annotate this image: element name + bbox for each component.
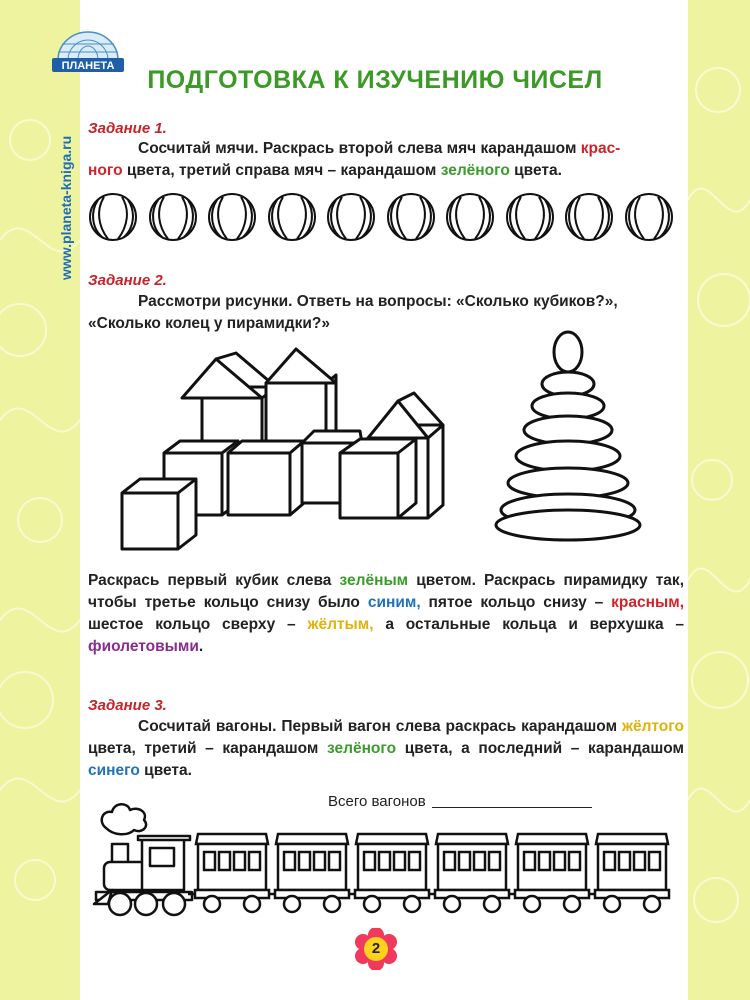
ball[interactable] <box>624 192 674 242</box>
cab-roof <box>138 836 190 840</box>
pyramid-top <box>554 332 582 372</box>
task-1-text: Сосчитай мячи. Раскрась второй слева мяч карандашом крас- ного цвета, третий справа мяч – карандашом зелёного цвета. <box>88 140 621 179</box>
ball[interactable] <box>505 192 555 242</box>
wagon[interactable] <box>188 834 269 912</box>
page-title: ПОДГОТОВКА К ИЗУЧЕНИЮ ЧИСЕЛ <box>147 66 603 94</box>
task-1-label: Задание 1. <box>88 120 167 137</box>
cube-middle-4 <box>340 439 416 518</box>
locomotive <box>94 804 192 915</box>
roof-top-middle <box>266 349 336 383</box>
cab-window <box>150 848 174 866</box>
roof-top-left <box>182 353 276 398</box>
wagon[interactable] <box>588 834 669 912</box>
ball[interactable] <box>148 192 198 242</box>
ball[interactable] <box>267 192 317 242</box>
task-2-label: Задание 2. <box>88 272 167 289</box>
ring-pyramid-picture <box>494 330 642 542</box>
total-wagons-label: Всего вагонов <box>328 793 426 810</box>
ball[interactable] <box>386 192 436 242</box>
locomotive-wheel <box>109 893 131 915</box>
cube-front-left <box>122 479 196 549</box>
ball[interactable] <box>445 192 495 242</box>
cube-middle-2 <box>228 441 304 515</box>
right-decorative-border <box>688 0 750 1000</box>
task-3-text: Сосчитай вагоны. Первый вагон слева раскрась карандашом жёлтого цвета, третий – карандашом зелёного цвета, а последний – карандашом синего цвета. <box>88 718 684 779</box>
ball[interactable] <box>564 192 614 242</box>
task-2-instructions: Раскрась первый кубик слева зелёным цветом. Раскрась пирамидку так, чтобы третье кольцо снизу было синим, пятое кольцо снизу – красным, шестое кольцо сверху – жёлтым, а остальные кольца и верхушка – фиолетовыми. <box>88 572 684 655</box>
ball[interactable] <box>326 192 376 242</box>
cubes-picture <box>118 343 448 553</box>
task-2-question: Рассмотри рисунки. Ответь на вопросы: «Сколько кубиков?», «Сколько колец у пирамидки?» <box>88 293 618 332</box>
balls-row <box>88 192 688 242</box>
floral-pattern-icon <box>688 0 750 1000</box>
wagon[interactable] <box>268 834 349 912</box>
train-picture <box>92 800 682 918</box>
pyramid-ring-1 <box>496 510 640 540</box>
locomotive-wheel <box>135 893 157 915</box>
locomotive-wheel <box>163 893 185 915</box>
ball[interactable] <box>88 192 138 242</box>
smoke-cloud <box>102 804 146 834</box>
ball[interactable] <box>207 192 257 242</box>
svg-text:ПЛАНЕТА: ПЛАНЕТА <box>61 60 115 72</box>
page-number: 2 <box>371 940 381 957</box>
publisher-website-link[interactable]: www.planeta-kniga.ru <box>58 135 74 280</box>
page-number-badge <box>355 928 397 970</box>
wagon[interactable] <box>508 834 589 912</box>
task-3-label: Задание 3. <box>88 697 167 714</box>
wagon[interactable] <box>348 834 429 912</box>
wagon[interactable] <box>428 834 509 912</box>
